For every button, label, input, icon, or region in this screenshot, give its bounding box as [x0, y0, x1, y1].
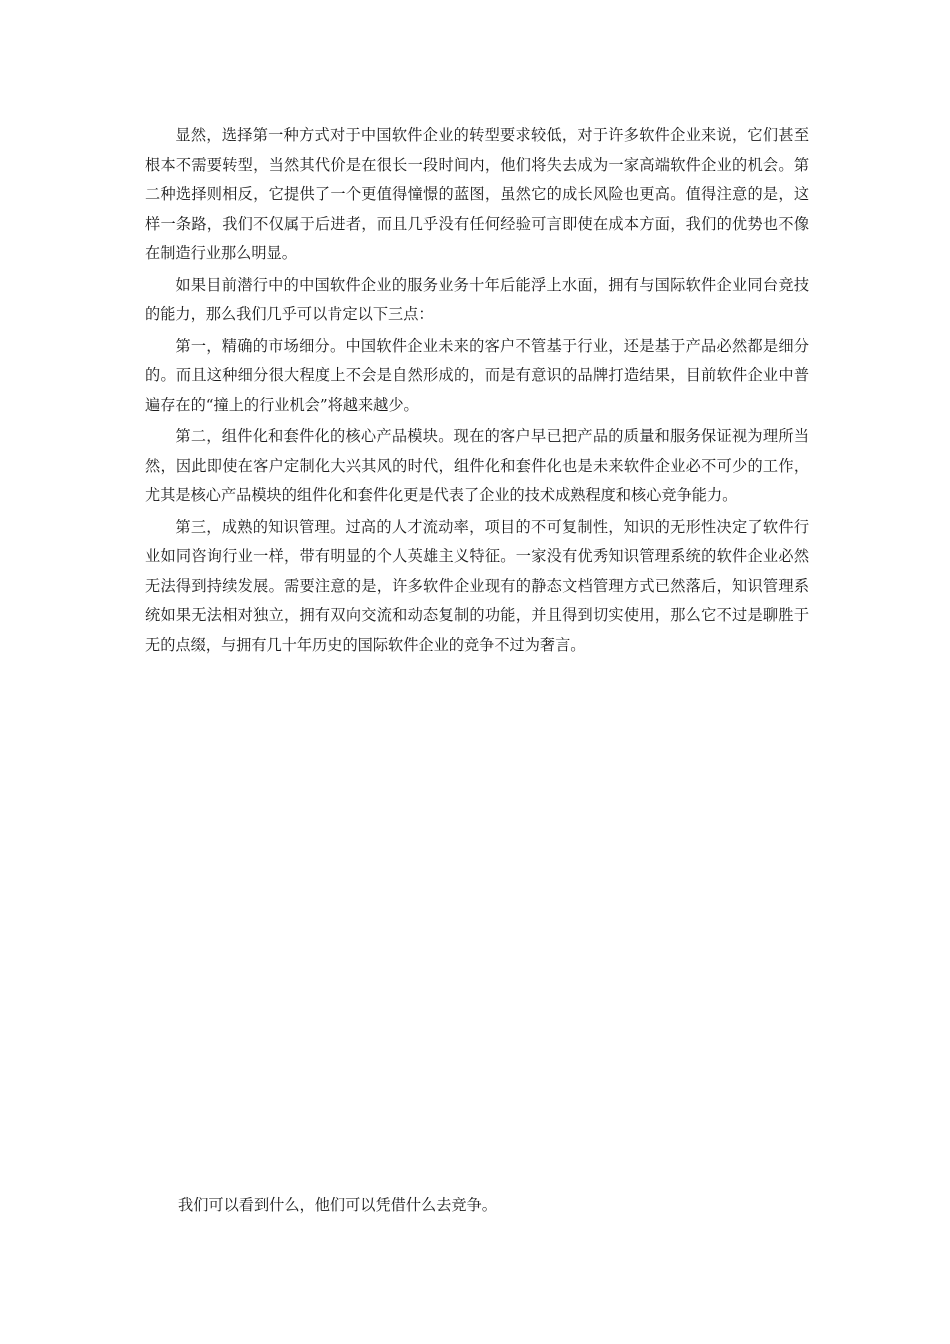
document-body: [145, 121, 809, 662]
paragraph-5: 第三，成熟的知识管理。过高的人才流动率，项目的不可复制性，知识的无形性决定了软件行业如同咨询行业一样，带有明显的个人英雄主义特征。一家没有优秀知识管理系统的软件企业必然无法得到持续发展。需要注意的是，许多软件企业现有的静态文档管理方式已然落后，知识管理系统如果无法相对独立，拥有双向交流和动态复制的功能，并且得到切实使用，那么它不过是聊胜于无的点缀，与拥有几十年历史的国际软件企业的竞争不过为奢言。: [145, 517, 809, 654]
paragraph-1: 显然，选择第一种方式对于中国软件企业的转型要求较低，对于许多软件企业来说，它们甚至根本不需要转型，当然其代价是在很长一段时间内，他们将失去成为一家高端软件企业的机会。第二种选择则相反，它提供了一个更值得憧憬的蓝图，虽然它的成长风险也更高。值得注意的是，这样一条路，我们不仅属于后进者，而且几乎没有任何经验可言即使在成本方面，我们的优势也不像在制造行业那么明显。: [145, 126, 809, 262]
footer-sentence: 我们可以看到什么，他们可以凭借什么去竞争。: [178, 1196, 497, 1214]
paragraph-2: 如果目前潜行中的中国软件企业的服务业务十年后能浮上水面，拥有与国际软件企业同台竞技的能力，那么我们几乎可以肯定以下三点：: [145, 275, 809, 323]
paragraph-3: 第一，精确的市场细分。中国软件企业未来的客户不管基于行业，还是基于产品必然都是细分的。而且这种细分很大程度上不会是自然形成的，而是有意识的品牌打造结果，目前软件企业中普遍存在的“撞上的行业机会”将越来越少。: [145, 336, 809, 414]
paragraph-4: 第二，组件化和套件化的核心产品模块。现在的客户早已把产品的质量和服务保证视为理所当然，因此即使在客户定制化大兴其风的时代，组件化和套件化也是未来软件企业必不可少的工作，尤其是核心产品模块的组件化和套件化更是代表了企业的技术成熟程度和核心竞争能力。: [145, 427, 809, 504]
